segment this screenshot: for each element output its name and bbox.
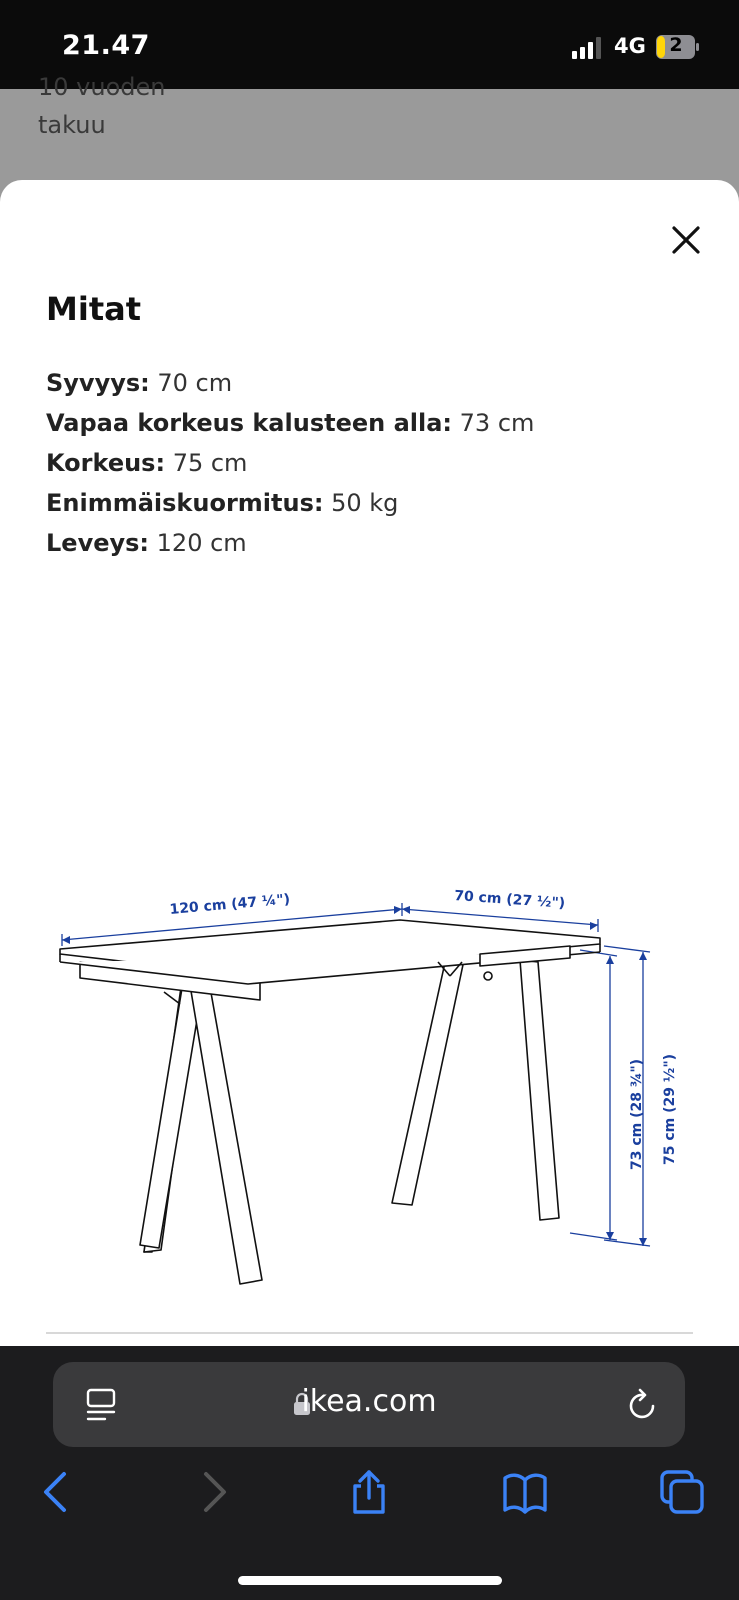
spec-value: 75 cm [165, 449, 248, 477]
dimension-diagram [40, 700, 700, 1330]
share-icon[interactable] [347, 1470, 391, 1514]
sheet-title: Mitat [46, 290, 141, 328]
home-indicator [238, 1576, 502, 1585]
spec-width [46, 523, 534, 563]
spec-list [46, 363, 534, 563]
spec-label: Vapaa korkeus kalusteen alla: [46, 409, 453, 437]
back-icon[interactable] [34, 1470, 78, 1514]
spec-value: 120 cm [149, 529, 247, 557]
reload-icon[interactable] [627, 1388, 659, 1422]
tabs-icon[interactable] [660, 1470, 704, 1514]
spec-value: 70 cm [149, 369, 233, 397]
width-label: 120 cm (47 ¼") [168, 891, 291, 918]
height-label: 75 cm (29 ½") [662, 1053, 678, 1165]
dimensions-sheet [0, 180, 739, 1346]
background-text: 10 vuoden [38, 73, 166, 101]
spec-value: 73 cm [452, 409, 535, 437]
spec-height [46, 443, 534, 483]
clearance-label: 73 cm (28 ¾") [629, 1058, 645, 1170]
battery-level: 2 [669, 34, 683, 56]
spec-clearance [46, 403, 534, 443]
spec-label: Syvyys: [46, 369, 150, 397]
spec-label: Leveys: [46, 529, 150, 557]
status-time: 21.47 [62, 30, 150, 61]
browser-toolbar [0, 1346, 739, 1600]
address-bar[interactable] [53, 1362, 685, 1447]
bookmarks-icon[interactable] [503, 1470, 547, 1514]
table-drawing [60, 920, 600, 1284]
spec-max-load [46, 483, 534, 523]
signal-icon [572, 37, 604, 59]
depth-label: 70 cm (27 ½") [453, 888, 566, 912]
spec-label: Enimmäiskuormitus: [46, 489, 324, 517]
spec-depth [46, 363, 534, 403]
spec-label: Korkeus: [46, 449, 166, 477]
divider [46, 1332, 693, 1334]
spec-value: 50 kg [323, 489, 399, 517]
background-text: takuu [38, 111, 106, 139]
forward-icon[interactable] [192, 1470, 236, 1514]
close-icon[interactable] [666, 220, 706, 260]
network-type: 4G [614, 34, 646, 58]
url-text[interactable]: ikea.com [301, 1384, 437, 1419]
